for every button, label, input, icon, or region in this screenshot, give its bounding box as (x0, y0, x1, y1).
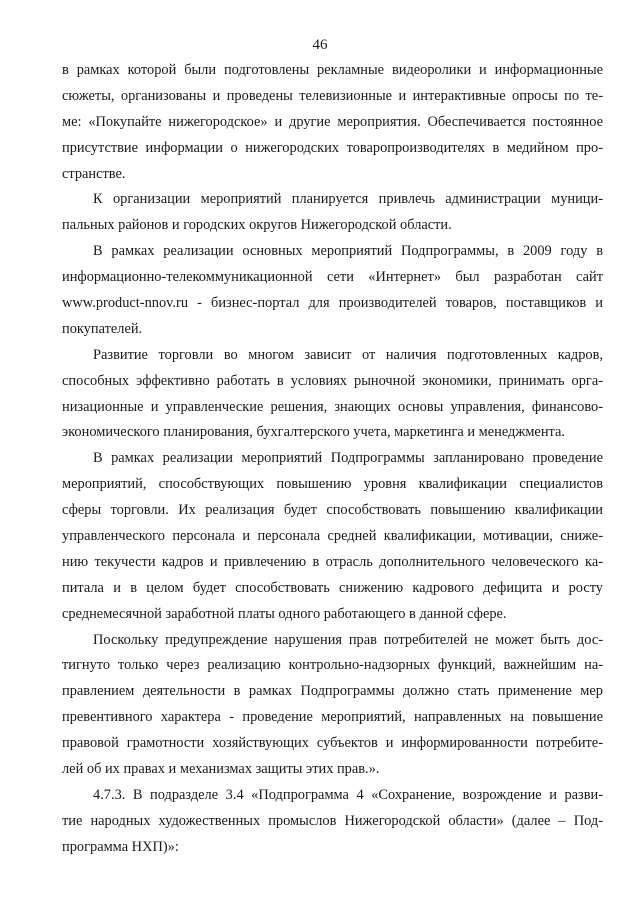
paragraph (62, 446, 603, 627)
text-line: сюжеты, организованы и проведены телевизионные и интерактивные опросы по те- (62, 87, 603, 104)
text-line: низационные и управленческие решения, знающих основы управления, финансово- (62, 398, 603, 415)
text-line: В рамках реализации мероприятий Подпрограммы запланировано проведение (93, 450, 603, 467)
text-line: покупателей. (62, 320, 143, 337)
paragraph (62, 239, 603, 343)
text-line: превентивного характера - проведение мероприятий, направленных на повышение (62, 709, 603, 726)
text-line: правовой грамотности хозяйствующих субъектов и информированности потребите- (62, 735, 603, 752)
text-line: управленческого персонала и персонала средней квалификации, мотивации, сниже- (62, 528, 603, 545)
text-line: В рамках реализации основных мероприятий Подпрограммы, в 2009 году в (93, 243, 603, 260)
text-line: программа НХП)»: (62, 838, 179, 855)
text-line: правлением деятельности в рамках Подпрограммы должно стать применение мер (62, 683, 603, 700)
text-line: Поскольку предупреждение нарушения прав потребителей не может быть дос- (93, 631, 603, 648)
paragraph (62, 783, 603, 861)
text-line: питала и в целом будет способствовать снижению кадрового дефицита и росту (62, 579, 603, 596)
text-line: среднемесячной заработной платы одного работающего в данной сфере. (62, 605, 507, 622)
text-line: экономического планирования, бухгалтерского учета, маркетинга и менеджмента. (62, 424, 565, 441)
text-line: лей об их правах и механизмах защиты этих прав.». (62, 761, 380, 778)
page-number: 46 (312, 37, 328, 53)
text-line: в рамках которой были подготовлены рекламные видеоролики и информационные (62, 62, 603, 78)
text-line: пальных районов и городских округов Нижегородской области. (62, 217, 452, 234)
text-line: К организации мероприятий планируется привлечь администрации муници- (93, 191, 603, 208)
document-body (62, 58, 603, 861)
text-line: Развитие торговли во многом зависит от наличия подготовленных кадров, (93, 346, 603, 363)
text-line: ме: «Покупайте нижегородское» и другие мероприятия. Обеспечивается постоянное (62, 113, 603, 130)
paragraph (62, 343, 603, 447)
text-line: информационно-телекоммуникационной сети «Интернет» был разработан сайт (62, 269, 603, 286)
text-line: присутствие информации о нижегородских товаропроизводителях в медийном про- (62, 139, 603, 156)
text-line: мероприятий, способствующих повышению уровня квалификации специалистов (62, 476, 603, 493)
paragraph (62, 187, 603, 239)
text-line: странстве. (62, 165, 126, 182)
text-line: тигнуто только через реализацию контрольно-надзорных функций, важнейшим на- (62, 657, 603, 674)
text-line: 4.7.3. В подразделе 3.4 «Подпрограмма 4 «Сохранение, возрождение и разви- (93, 786, 603, 803)
paragraph (62, 628, 603, 783)
text-line: способных эффективно работать в условиях рыночной экономики, принимать орга- (62, 372, 603, 389)
text-line: www.product-nnov.ru - бизнес-портал для производителей товаров, поставщиков и (62, 295, 603, 312)
text-line: нию текучести кадров и привлечению в отрасль дополнительного человеческого ка- (62, 553, 603, 570)
text-line: сферы торговли. Их реализация будет способствовать повышению квалификации (62, 502, 603, 519)
paragraph (62, 58, 603, 187)
text-line: тие народных художественных промыслов Нижегородской области» (далее – Под- (62, 812, 603, 829)
